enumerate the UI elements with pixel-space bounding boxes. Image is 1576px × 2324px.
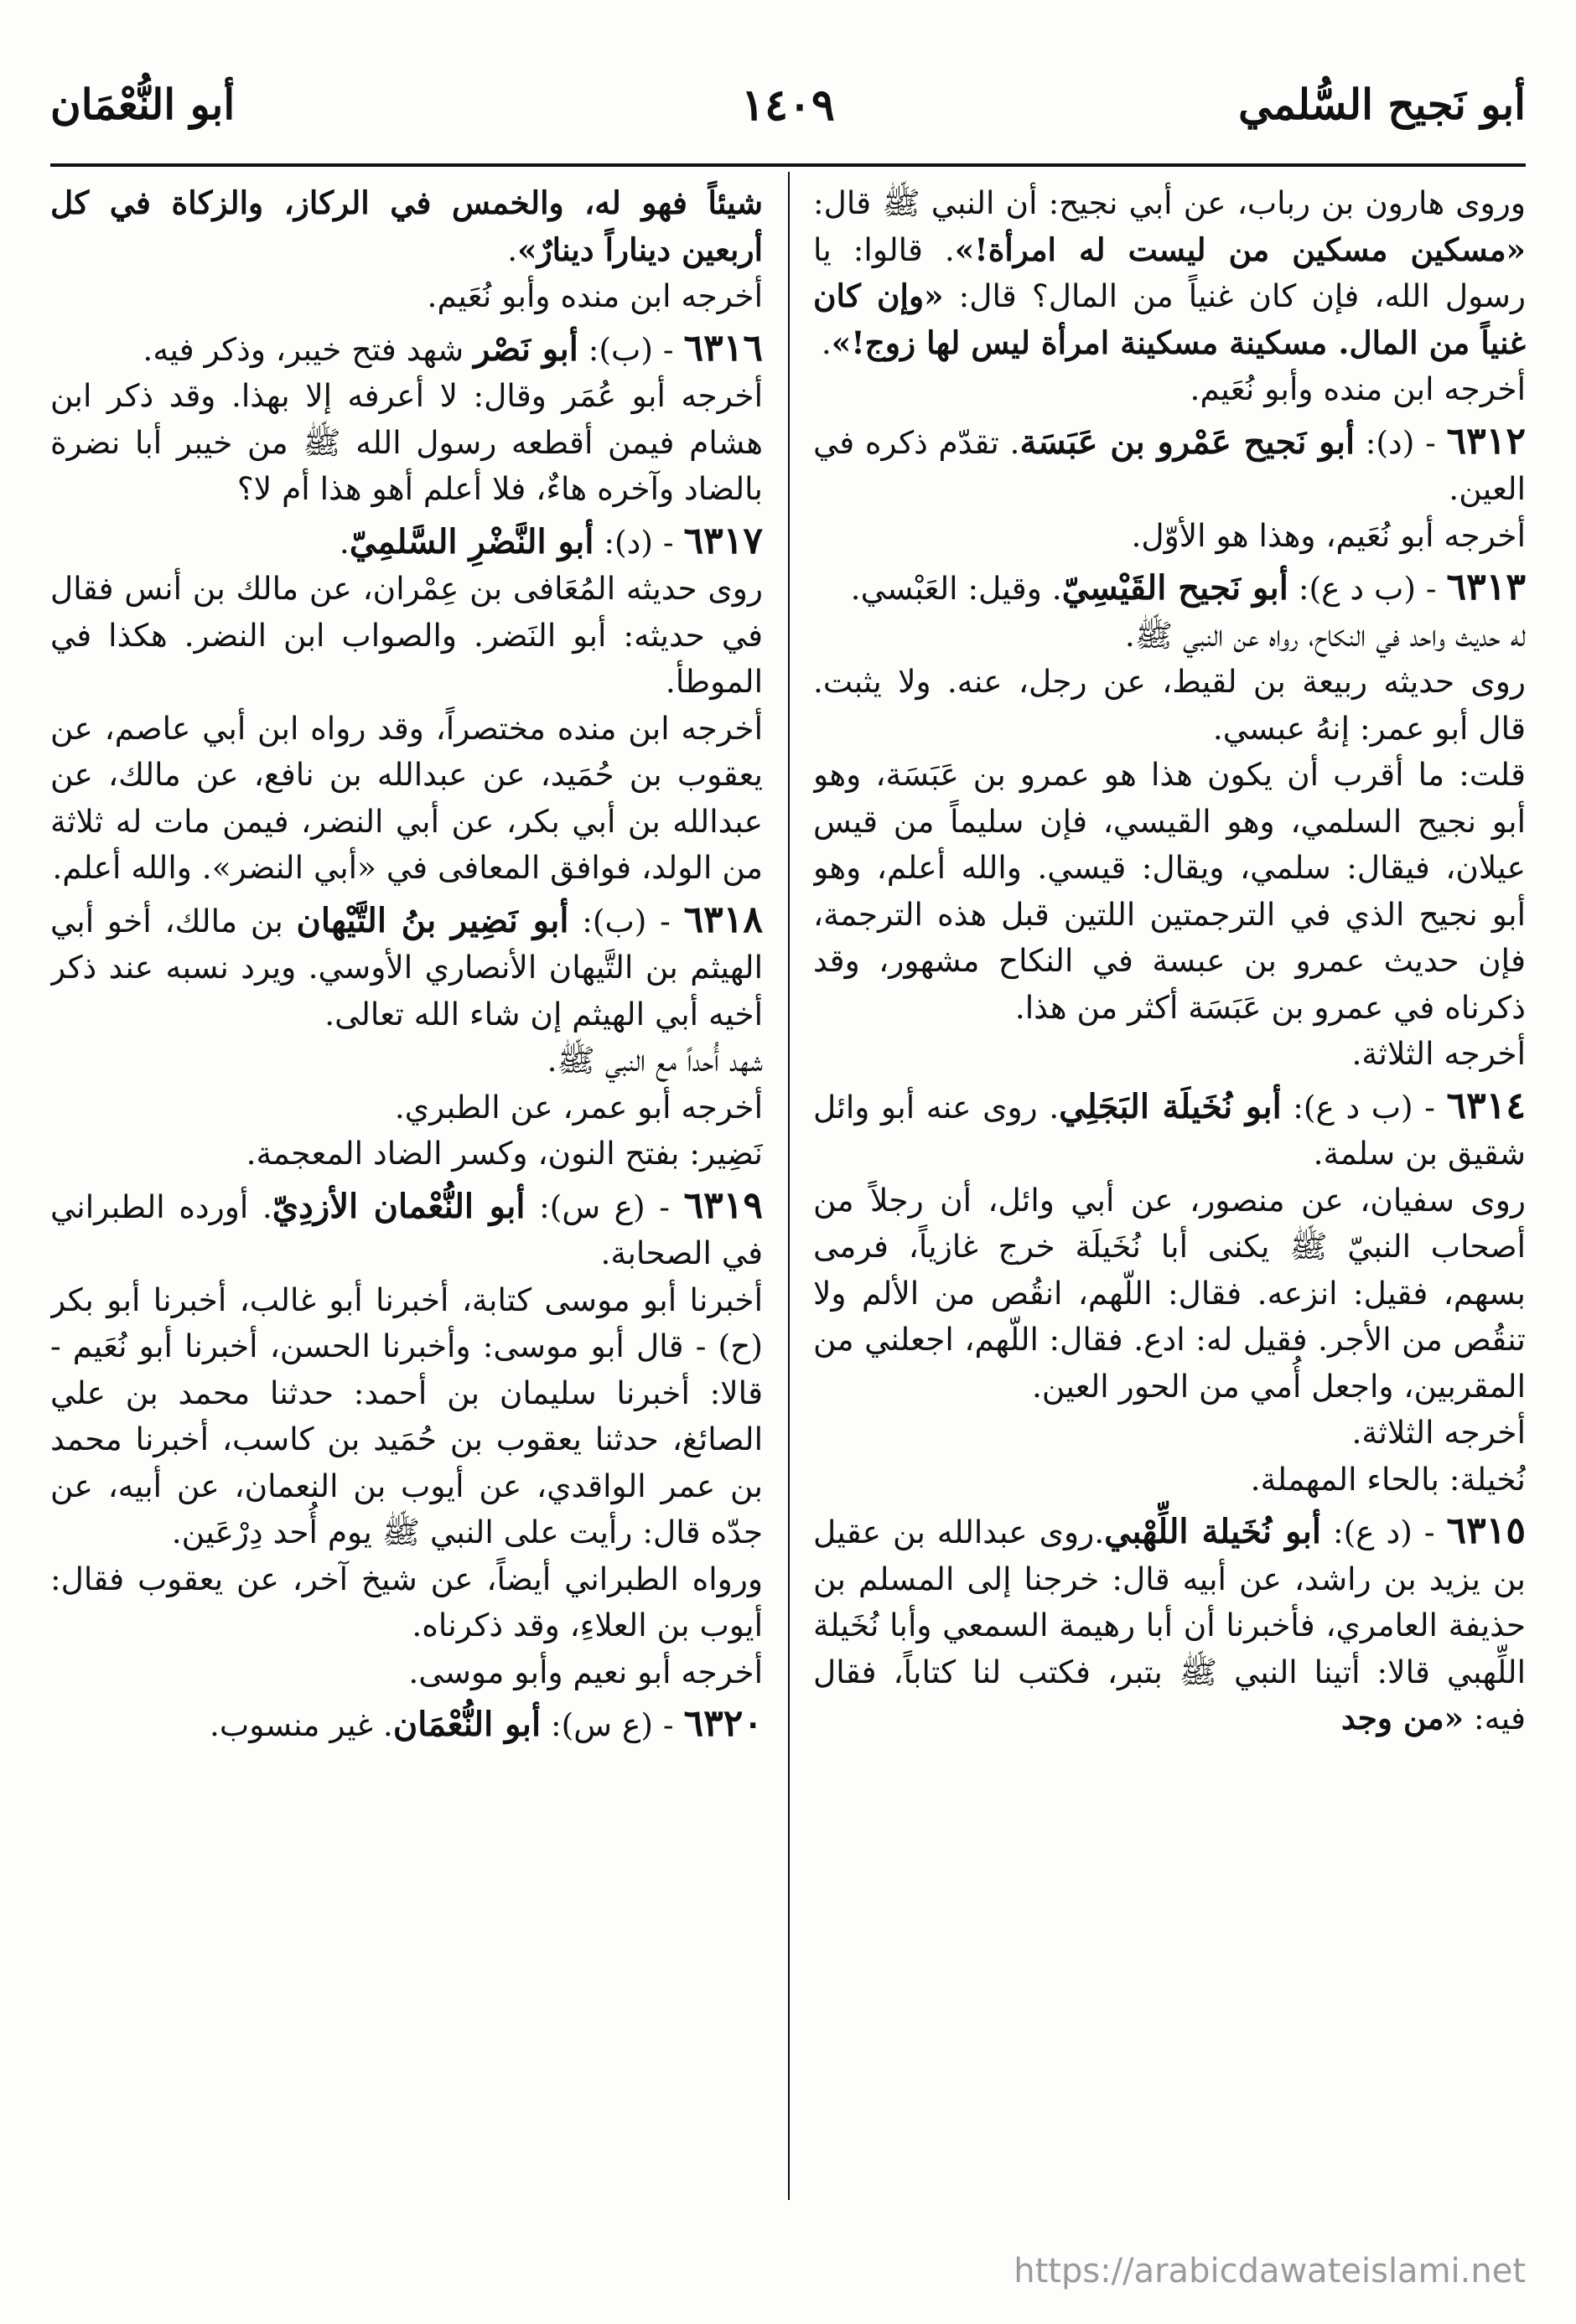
paragraph: قلت: ما أقرب أن يكون هذا هو عمرو بن عَبَسَة، وهو أبو نجيح السلمي، وهو القيسي، فإن سليماً من قيس عيلان، فيقال: سلمي، ويقال: قيسي. والله أعلم، وهو أبو نجيح الذي في الترجمتين اللتين قبل هذه الترجمة، فإن حديث عمرو بن عبسة في النكاح مشهور، وقد ذكرناه في عمرو بن عَبَسَة أكثر من هذا. <box>813 756 1526 1026</box>
watermark: https://arabicdawateislami.net <box>1014 2252 1526 2290</box>
entry-number: ٦٣١٣ <box>1446 566 1526 608</box>
entry-sources: - (د): <box>594 523 684 561</box>
entry-name: أبو نَصْر <box>474 329 578 369</box>
entry-note: بن مالك، أخو أبي الهيثم بن التَّيهان الأنصاري الأوسي. ويرد نسبه عند ذكر أخيه أبي الهيثم إن شاء الله تعالى. <box>50 902 763 1033</box>
entry-heading <box>50 1183 763 1277</box>
entry-note: . <box>1094 1514 1105 1550</box>
entry-name: أبو النَّضْرِ السَّلمِيّ <box>349 521 594 562</box>
hadith-text: «مسكين مسكين من ليست له امرأة!» <box>954 230 1526 268</box>
entry-heading <box>50 325 763 374</box>
paragraph: له حديث واحد في النكاح، رواه عن النبي ﷺ. <box>1124 616 1526 654</box>
entry-number: ٦٣١٩ <box>683 1183 763 1227</box>
page-header <box>50 80 1526 147</box>
entry-number: ٦٣١٤ <box>1446 1084 1526 1127</box>
paragraph: أخبرنا أبو موسى كتابة، أخبرنا أبو غالب، أخبرنا أبو بكر (ح) - قال أبو موسى: وأخبرنا الحسن، أخبرنا أبو نُعَيم - قالا: أخبرنا سليمان بن أحمد: حدثنا محمد بن علي الصائغ، حدثنا يعقوب بن حُمَيد بن كاسب، أخبرنا محمد بن عمر الواقدي، عن أيوب بن النعمان، عن أبيه، عن جدّه قال: رأيت على النبي ﷺ يوم أُحد دِرْعَين. <box>50 1281 763 1550</box>
entry-number: ٦٣١٢ <box>1446 419 1526 463</box>
paragraph: روى حديثه ربيعة بن لقيط، عن رجل، عنه. ولا يثبت. قال أبو عمر: إنهُ عبسي. <box>813 663 1526 747</box>
entry-sources: - (ع س): <box>541 1706 684 1743</box>
entry-sources: - (ع س): <box>525 1188 684 1225</box>
entry-sources: - (ب): <box>568 902 684 939</box>
right-column <box>813 180 1526 2208</box>
paragraph: أخرجه ابن منده مختصراً، وقد رواه ابن أبي عاصم، عن يعقوب بن حُمَيد، عن عبدالله بن نافع، عن مالك، عن عبدالله بن أبي بكر، عن أبي النضر، فيمن مات له ثلاثة من الولد، فوافق المعافى في «أبي النضر». والله أعلم. <box>50 709 763 886</box>
entry-heading <box>813 1508 1526 1742</box>
entry-note: شهد فتح خيبر، وذكر فيه. <box>143 330 474 368</box>
paragraph: أخرجه ابن منده وأبو نُعَيم. <box>1190 370 1526 407</box>
entry-note: . <box>339 523 350 561</box>
paragraph: نُخيلة: بالحاء المهملة. <box>1250 1460 1526 1498</box>
text-run: . <box>821 323 832 361</box>
text-run: . <box>507 230 518 268</box>
entry-number: ٦٣١٨ <box>683 898 763 941</box>
entry-name: أبو نَجيح القَيْسِيّ <box>1061 568 1288 608</box>
entry-name: أبو نُخَيلة اللِّهْبي <box>1104 1512 1322 1551</box>
hadith-text: «من وجد <box>1340 1700 1465 1737</box>
paragraph: أخرجه أبو عُمَر وقال: لا أعرفه إلا بهذا. وقد ذكر ابن هشام فيمن أقطعه رسول الله ﷺ من خيبر أبا نضرة بالضاد وآخره هاءٌ، فلا أعلم أهو هذا أم لا؟ <box>50 377 763 507</box>
entry-sources: - (د): <box>1355 423 1447 461</box>
entry-heading <box>813 564 1526 613</box>
entry-number: ٦٣١٥ <box>1446 1509 1526 1552</box>
running-title-left: أبو النُّعْمَان <box>50 80 236 129</box>
entry-note: . وقيل: العَبْسي. <box>850 570 1062 607</box>
entry-name: أبو النُّعْمان الأزدِيّ <box>272 1186 526 1226</box>
paragraph: أخرجه أبو نُعَيم، وهذا هو الأوّل. <box>1131 516 1526 554</box>
column-divider <box>788 172 790 2200</box>
entry-note: . أورده الطبراني في الصحابة. <box>50 1188 763 1271</box>
entry-heading <box>813 418 1526 513</box>
entry-number: ٦٣٢٠ <box>683 1702 763 1745</box>
paragraph <box>50 180 763 273</box>
entry-sources: - (ب د ع): <box>1288 570 1447 607</box>
left-column <box>50 180 763 2208</box>
running-title-right: أبو نَجيح السُّلمي <box>1238 80 1526 129</box>
paragraph: ورواه الطبراني أيضاً، عن شيخ آخر، عن يعقوب فقال: أيوب بن العلاءِ، وقد ذكرناه. <box>50 1560 763 1643</box>
hadith-text: شيئاً فهو له، والخمس في الركاز، والزكاة في كل أربعين ديناراً دينارٌ» <box>50 184 763 268</box>
entry-name: أبو نُخَيلَة البَجَلِي <box>1059 1086 1282 1126</box>
paragraph: نَضِير: بفتح النون، وكسر الضاد المعجمة. <box>246 1135 763 1172</box>
entry-note: . غير منسوب. <box>210 1706 393 1743</box>
entry-name: أبو نَضِير بنُ التَّيْهان <box>296 900 569 940</box>
paragraph: شهد أُحداً مع النبي ﷺ. <box>547 1042 763 1079</box>
paragraph: أخرجه أبو نعيم وأبو موسى. <box>408 1653 763 1690</box>
entry-name: أبو النُّعْمَان <box>392 1705 542 1744</box>
paragraph <box>813 180 1526 366</box>
paragraph: أخرجه الثلاثة. <box>1351 1035 1526 1072</box>
entry-sources: - (ب د ع): <box>1281 1088 1447 1126</box>
entry-heading <box>50 897 763 1038</box>
entry-note: . روى عنه أبو وائل شقيق بن سلمة. <box>813 1088 1526 1172</box>
paragraph: أخرجه الثلاثة. <box>1351 1414 1526 1451</box>
text-run: روى عبدالله بن عقيل بن يزيد بن راشد، عن أبيه قال: خرجنا إلى المسلم بن حذيفة العامري، فأخبرنا أن أبا رهيمة السمعي وأبا نُخَيلة اللِّهبي قالا: أتينا النبي ﷺ بتبر، فكتب لنا كتاباً، فقال فيه: <box>813 1514 1526 1737</box>
paragraph: أخرجه ابن منده وأبو نُعَيم. <box>427 277 763 314</box>
entry-sources: - (د ع): <box>1321 1514 1447 1550</box>
paragraph: أخرجه أبو عمر، عن الطبري. <box>394 1088 763 1126</box>
hadith-text: «وإن كان غنياً من المال. مسكينة مسكينة امرأة ليس لها زوج!» <box>813 277 1526 361</box>
paragraph: روى سفيان، عن منصور، عن أبي وائل، أن رجلاً من أصحاب النبيّ ﷺ يكنى أبا نُخَيلَة خرج غازياً، فرمى بسهم، فقيل: انزعه. فقال: اللّهم، انقُص من الألم ولا تنقُص من الأجر. فقيل له: ادع. فقال: اللّهم، اجعلني من المقربين، واجعل أُمي من الحور العين. <box>813 1181 1526 1405</box>
text-run: . قالوا: يا رسول الله، فإن كان غنياً من المال؟ قال: <box>813 230 1526 314</box>
header-rule <box>50 163 1526 167</box>
entry-heading <box>50 518 763 567</box>
entry-name: أبو نَجيح عَمْرو بن عَبَسَة <box>1019 422 1356 462</box>
entry-sources: - (ب): <box>578 330 684 368</box>
entry-number: ٦٣١٦ <box>683 326 763 370</box>
entry-note: . تقدّم ذكره في العين. <box>813 423 1526 507</box>
page-number: ١٤٠٩ <box>741 80 835 131</box>
paragraph: روى حديثه المُعَافى بن عِمْران، عن مالك بن أنس فقال في حديثه: أبو النَضر. والصواب ابن النضر. هكذا في الموطأ. <box>50 570 763 700</box>
entry-heading <box>813 1083 1526 1178</box>
entry-heading <box>50 1700 763 1749</box>
text-run: وروى هارون بن رباب، عن أبي نجيح: أن النبي ﷺ قال: <box>813 184 1526 221</box>
entry-number: ٦٣١٧ <box>683 519 763 562</box>
